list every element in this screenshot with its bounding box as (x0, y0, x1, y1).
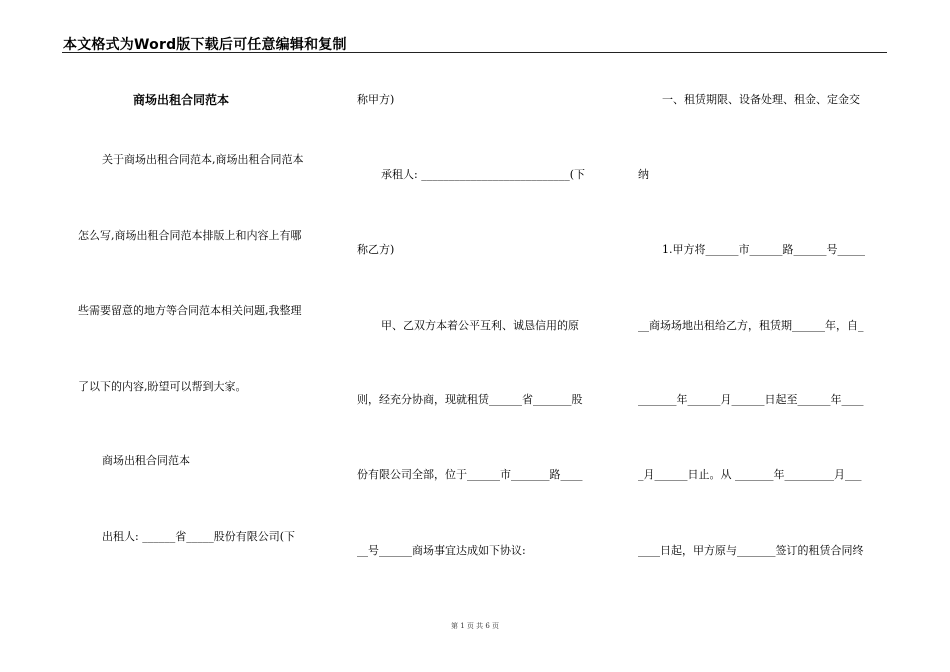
text-column-3 (638, 0, 888, 672)
paragraph-line: __号______商场事宜达成如下协议: (357, 544, 526, 557)
text-column-2 (357, 0, 607, 672)
paragraph-line: ____日起，甲方原与_______签订的租赁合同终 (638, 544, 864, 557)
paragraph-line: 称甲方) (357, 93, 395, 106)
paragraph-line: 1.甲方将______市______路______号_____ (662, 243, 865, 256)
paragraph-line: _______年______月______日起至______年____ (638, 393, 864, 406)
paragraph-line: __商场场地出租给乙方，租赁期______年，自_ (638, 319, 864, 332)
paragraph-line: 称乙方) (357, 243, 395, 256)
document-title: 商场出租合同范本 (133, 93, 230, 107)
lessee-line: 承租人: ___________________________(下 (381, 168, 585, 181)
clause-heading-cont: 纳 (638, 168, 649, 181)
lessor-line: 出租人: ______省_____股份有限公司(下 (102, 530, 295, 543)
paragraph-line: 些需要留意的地方等合同范本相关问题,我整理 (78, 304, 302, 317)
paragraph-line: 关于商场出租合同范本,商场出租合同范本 (102, 153, 304, 166)
paragraph-line: 甲、乙双方本着公平互利、诚恳信用的原 (381, 319, 579, 332)
clause-heading: 一、租赁期限、设备处理、租金、定金交 (662, 93, 860, 106)
paragraph-line: _月______日止。从 _______年_________月___ (638, 468, 862, 481)
paragraph-line: 份有限公司全部，位于______市_______路____ (357, 468, 583, 481)
page-indicator: 第 1 页 共 6 页 (450, 622, 500, 630)
paragraph-line: 则，经充分协商，现就租赁______省_______股 (357, 393, 583, 406)
section-heading: 商场出租合同范本 (102, 454, 190, 467)
paragraph-line: 了以下的内容,盼望可以帮到大家。 (78, 380, 247, 393)
paragraph-line: 怎么写,商场出租合同范本排版上和内容上有哪 (78, 229, 302, 242)
text-column-1 (78, 0, 328, 672)
document-header-banner: 本文格式为Word版下载后可任意编辑和复制 (63, 37, 347, 53)
